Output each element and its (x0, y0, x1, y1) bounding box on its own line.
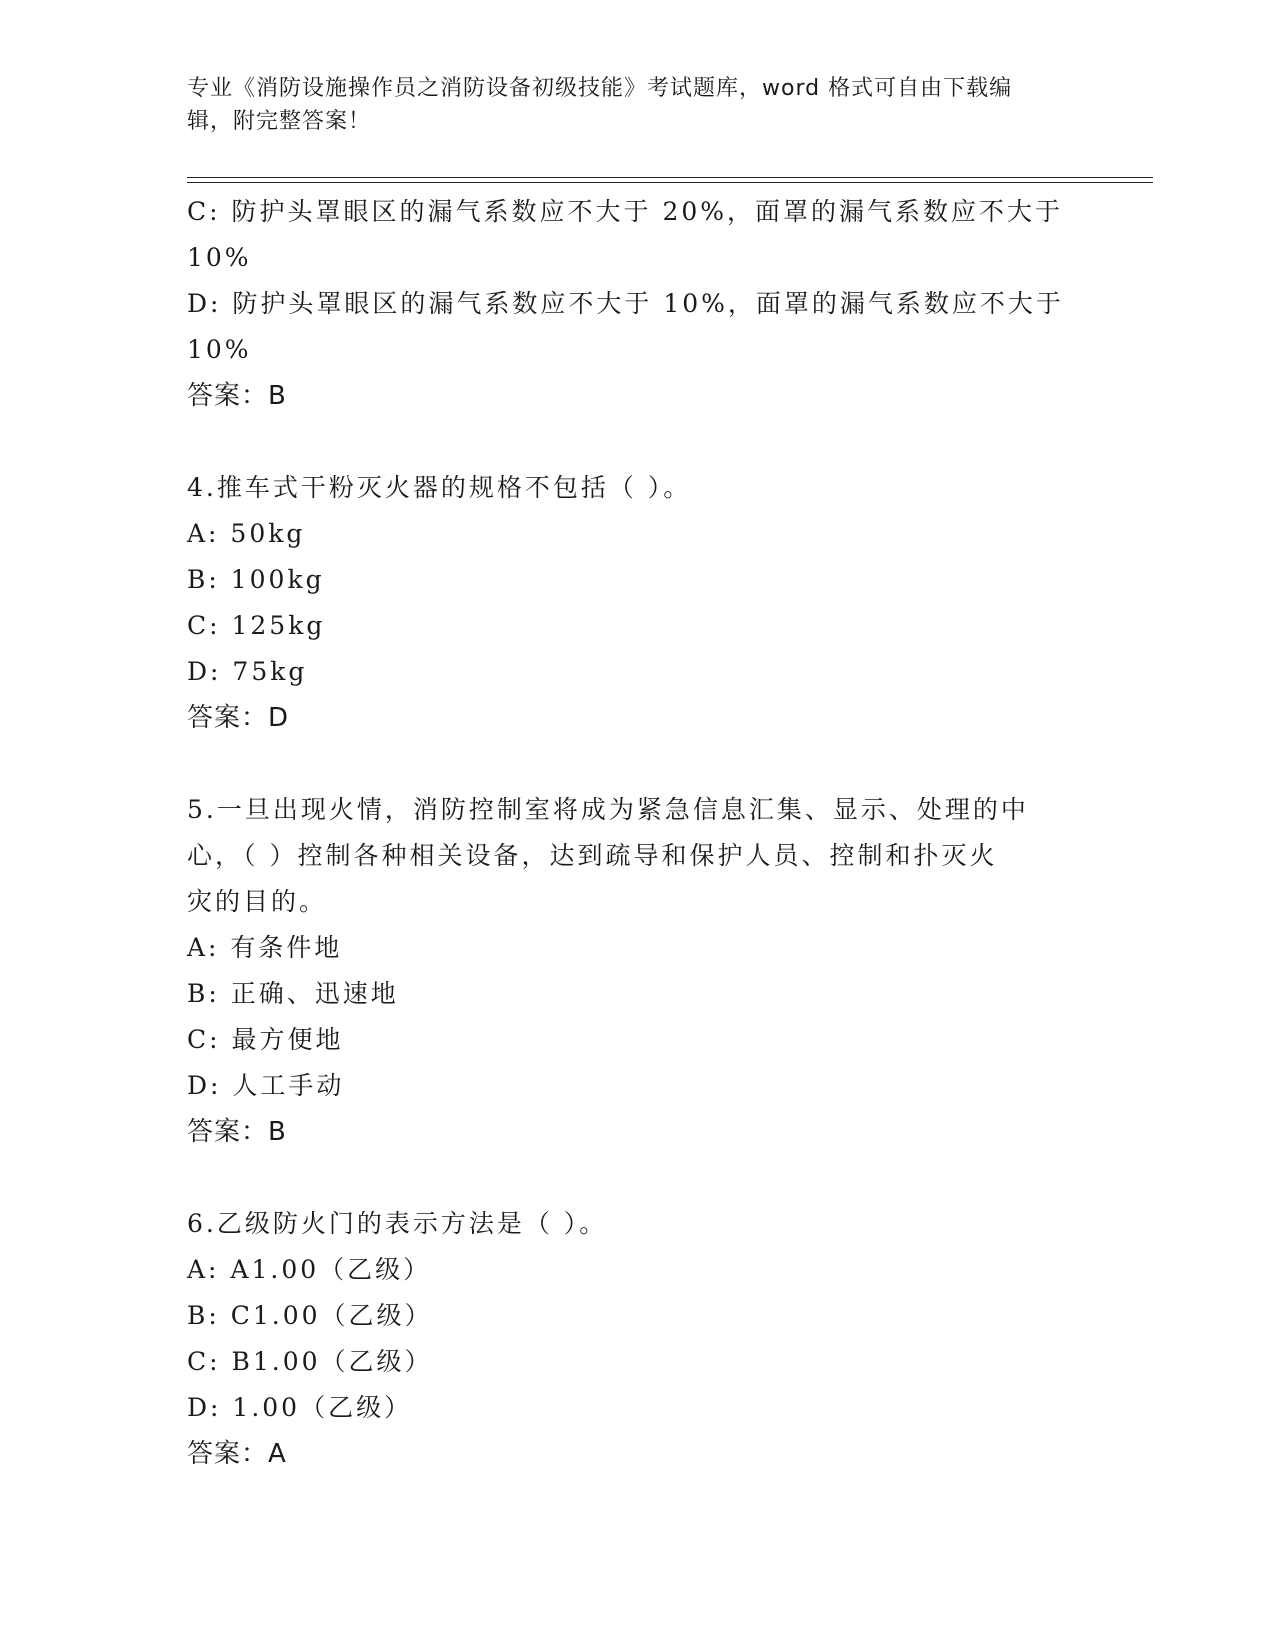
q6-answer: 答案：A (187, 1439, 287, 1469)
q6-option-c: C: B1.00（乙级） (187, 1347, 433, 1376)
q6-option-d: D: 1.00（乙级） (187, 1393, 413, 1422)
q5-stem-line-2: 心，（ ）控制各种相关设备，达到疏导和保护人员、控制和扑灭火 (187, 841, 998, 870)
q4-answer: 答案：D (187, 703, 290, 733)
q4-option-d: D: 75kg (187, 657, 308, 686)
q3-option-d-line-2: 10% (187, 335, 252, 364)
q3-answer: 答案：B (187, 381, 287, 411)
q5-stem-line-3: 灾的目的。 (187, 887, 328, 916)
q5-option-a: A: 有条件地 (187, 933, 343, 962)
q5-option-d: D: 人工手动 (187, 1071, 345, 1100)
q6-stem: 6.乙级防火门的表示方法是（ ）。 (187, 1209, 608, 1238)
header-line-1: 专业《消防设施操作员之消防设备初级技能》考试题库，word 格式可自由下载编 (187, 76, 1013, 101)
q3-option-c-line-2: 10% (187, 243, 252, 272)
q4-option-a: A: 50kg (187, 519, 306, 548)
header-line-2: 辑，附完整答案！ (187, 109, 372, 134)
spacer (187, 741, 1087, 787)
q4-option-b: B: 100kg (187, 565, 325, 594)
q5-stem-line-1: 5.一旦出现火情，消防控制室将成为紧急信息汇集、显示、处理的中 (187, 795, 1029, 824)
q4-stem: 4.推车式干粉灭火器的规格不包括（ ）。 (187, 473, 692, 502)
header-divider-top (187, 177, 1153, 178)
spacer (187, 1155, 1087, 1201)
q5-option-b: B: 正确、迅速地 (187, 979, 399, 1008)
document-header (187, 72, 1077, 138)
q3-option-c-line-1: C: 防护头罩眼区的漏气系数应不大于 20%，面罩的漏气系数应不大于 (187, 197, 1064, 226)
q4-option-c: C: 125kg (187, 611, 326, 640)
q3-option-d-line-1: D: 防护头罩眼区的漏气系数应不大于 10%，面罩的漏气系数应不大于 (187, 289, 1064, 318)
q5-answer: 答案：B (187, 1117, 287, 1147)
question-content (187, 189, 1087, 1477)
spacer (187, 419, 1087, 465)
q5-option-c: C: 最方便地 (187, 1025, 344, 1054)
q6-option-b: B: C1.00（乙级） (187, 1301, 433, 1330)
q6-option-a: A: A1.00（乙级） (187, 1255, 432, 1284)
header-divider-bottom (187, 182, 1153, 183)
